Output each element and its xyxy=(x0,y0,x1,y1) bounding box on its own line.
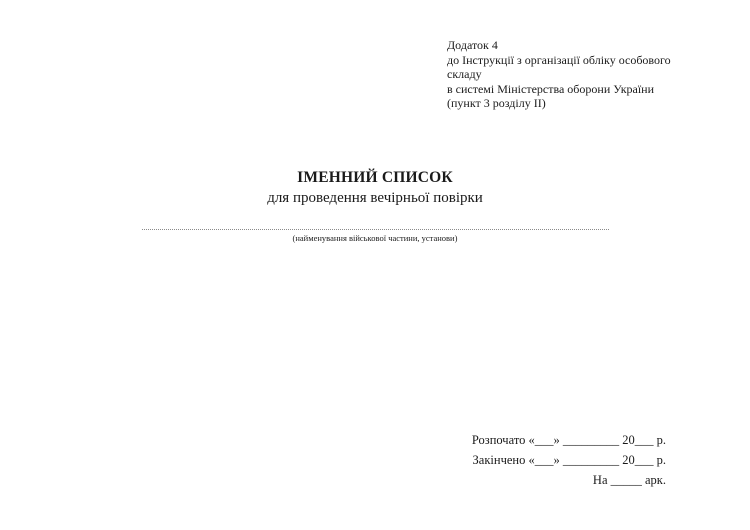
document-title: ІМЕННИЙ СПИСОК xyxy=(297,169,453,186)
document-subtitle: для проведення вечірньої повірки xyxy=(267,190,483,206)
appendix-ministry-line: в системі Міністерства оборони України xyxy=(447,81,655,96)
appendix-clause: (пункт 3 розділу II) xyxy=(447,96,546,110)
appendix-instruction-line: до Інструкції з організації обліку особового xyxy=(447,52,671,67)
started-date-line: Розпочато «___» _________ 20___ р. xyxy=(471,433,666,447)
document-heading xyxy=(0,168,750,208)
unit-name-line xyxy=(142,229,609,230)
appendix-reference xyxy=(447,38,692,111)
date-block xyxy=(472,430,666,490)
sheet-count-line: На _____ арк. xyxy=(592,473,666,487)
appendix-instruction-line-cont: складу xyxy=(447,67,482,81)
finished-date-line: Закінчено «___» _________ 20___ р. xyxy=(472,453,666,467)
unit-name-caption: (найменування військової частини, установи) xyxy=(292,233,458,243)
appendix-number: Додаток 4 xyxy=(447,38,498,52)
